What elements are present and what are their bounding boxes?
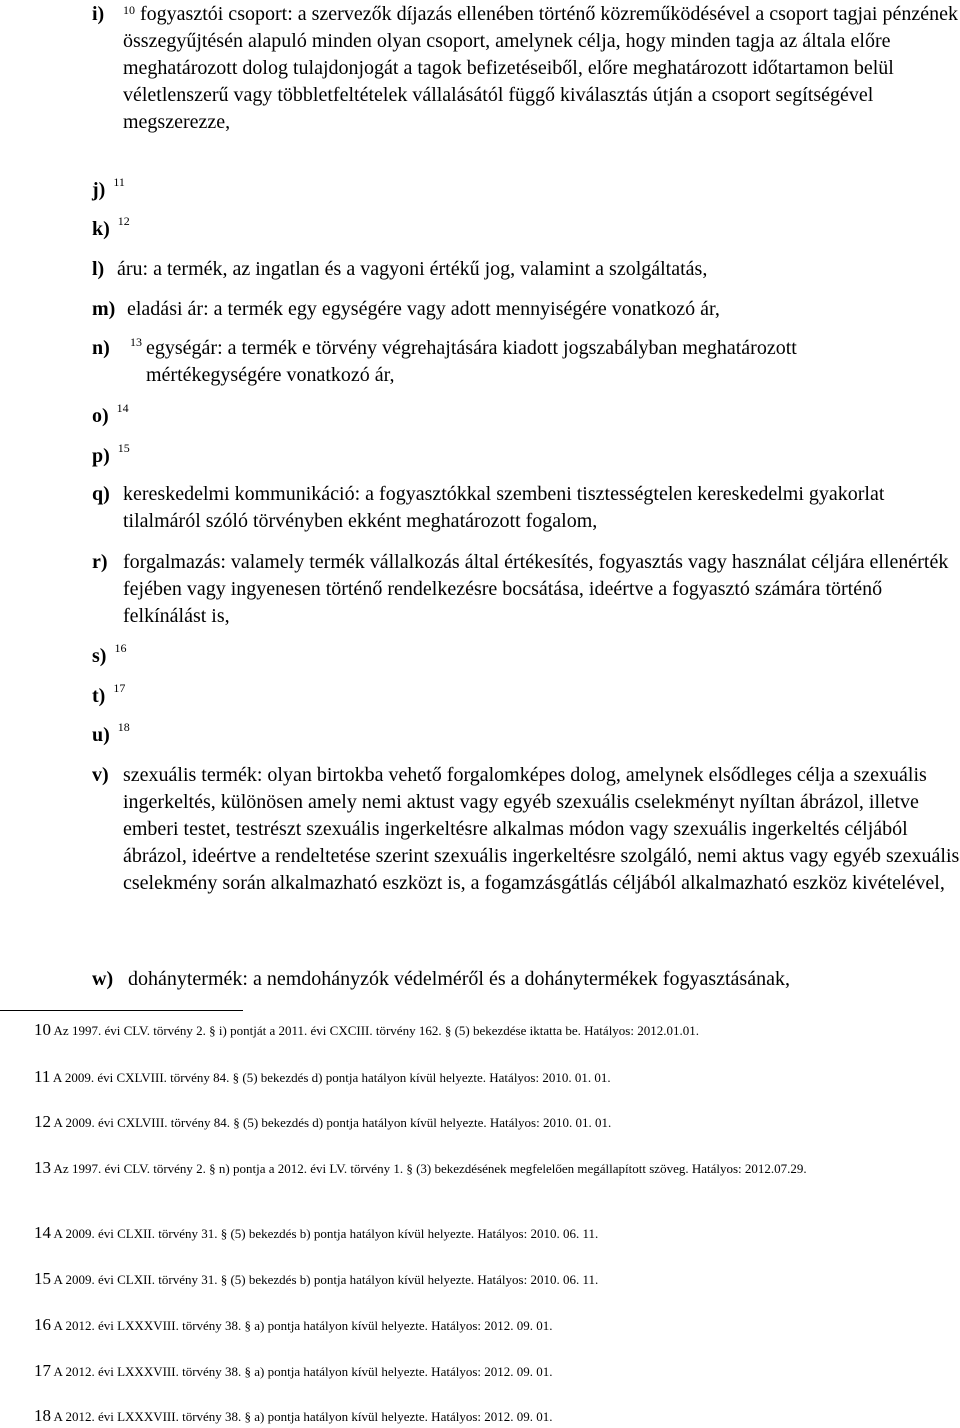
item-label: i) bbox=[92, 3, 105, 25]
footnote-text: A 2009. évi CLXII. törvény 31. § (5) bekezdés b) pontja hatályon kívül helyezte. Hatályos: 2010. 06. 11. bbox=[53, 1272, 599, 1287]
footnote-number: 15 bbox=[34, 1269, 51, 1288]
footnote-ref: 16 bbox=[114, 641, 127, 655]
item-n bbox=[92, 335, 960, 389]
item-body: eladási ár: a termék egy egységére vagy adott mennyiségére vonatkozó ár, bbox=[127, 298, 720, 320]
footnote-ref: 11 bbox=[113, 175, 125, 189]
footnote-number: 18 bbox=[34, 1406, 51, 1425]
footnote-number: 16 bbox=[34, 1315, 51, 1334]
item-label: o) bbox=[92, 405, 109, 427]
item-body: fogyasztói csoport: a szervezők díjazás ellenében történő közreműködésével a csoport tagjai pénzének összegyűjtésén alapuló minden olyan csoport, amelynek célja, hogy minden tagja az általa előre meghatározott dolog tulajdonjogát a tagok befizetéseiből, előre meghatározott időtartamon belül véletlenszerű vagy többletfeltételek vállalásától függő kiválasztás útján a csoport segítségével megszerezze, bbox=[123, 3, 958, 133]
item-label: w) bbox=[92, 968, 114, 990]
item-m bbox=[92, 296, 960, 323]
item-label: v) bbox=[92, 764, 109, 786]
item-label: u) bbox=[92, 724, 110, 746]
item-k bbox=[92, 216, 960, 245]
item-l bbox=[92, 256, 960, 283]
footnote-number: 13 bbox=[34, 1158, 51, 1177]
item-label: q) bbox=[92, 483, 110, 505]
footnote-ref: 14 bbox=[116, 401, 129, 415]
footnote-number: 12 bbox=[34, 1112, 51, 1131]
footnote-10 bbox=[34, 1019, 934, 1042]
item-t bbox=[92, 683, 960, 712]
footnote-15 bbox=[34, 1268, 934, 1291]
footnote-text: A 2009. évi CXLVIII. törvény 84. § (5) bekezdés d) pontja hatályon kívül helyezte. Hatályos: 2010. 01. 01. bbox=[52, 1070, 611, 1085]
item-label: t) bbox=[92, 685, 106, 707]
footnote-13 bbox=[34, 1157, 914, 1180]
footnote-ref: 17 bbox=[113, 681, 126, 695]
item-q bbox=[92, 481, 960, 535]
item-i bbox=[92, 1, 960, 136]
item-body: szexuális termék: olyan birtokba vehető forgalomképes dolog, amelynek elsődleges célja a szexuális ingerkeltés, különösen amely nemi aktust vagy egyéb szexuális cselekményt nyíltan ábrázol, illetve emberi testet, testrészt szexuális ingerkeltésre alkalmas módon vagy szexuális ingerkeltés céljából ábrázol, ideértve a rendeltetése szerint szexuális ingerkeltésre szolgáló, nemi aktus vagy egyéb szexuális cselekmény során alkalmazható eszközt is, a fogamzásgátlás céljából alkalmazható eszköz kivételével, bbox=[123, 764, 960, 894]
footnote-text: A 2009. évi CLXII. törvény 31. § (5) bekezdés b) pontja hatályon kívül helyezte. Hatályos: 2010. 06. 11. bbox=[53, 1226, 599, 1241]
item-body: kereskedelmi kommunikáció: a fogyasztókkal szembeni tisztességtelen kereskedelmi gyakorlat tilalmáról szóló törvényben ekként meghatározott fogalom, bbox=[123, 483, 885, 532]
footnote-number: 10 bbox=[34, 1020, 51, 1039]
footnote-ref: 18 bbox=[117, 720, 130, 734]
footnote-number: 17 bbox=[34, 1361, 51, 1380]
item-o bbox=[92, 403, 960, 432]
item-label: l) bbox=[92, 258, 105, 280]
footnote-text: A 2009. évi CXLVIII. törvény 84. § (5) bekezdés d) pontja hatályon kívül helyezte. Hatályos: 2010. 01. 01. bbox=[53, 1115, 612, 1130]
item-label: j) bbox=[92, 179, 106, 201]
item-s bbox=[92, 643, 960, 672]
item-v bbox=[92, 762, 960, 897]
footnote-number: 11 bbox=[34, 1067, 51, 1086]
footnote-18 bbox=[34, 1405, 934, 1428]
item-p bbox=[92, 443, 960, 472]
footnote-ref: 13 bbox=[130, 335, 142, 349]
footnote-17 bbox=[34, 1360, 934, 1383]
item-body: áru: a termék, az ingatlan és a vagyoni értékű jog, valamint a szolgáltatás, bbox=[117, 258, 708, 280]
footnote-11 bbox=[34, 1066, 934, 1089]
footnote-ref: 10 bbox=[123, 3, 135, 17]
item-body: forgalmazás: valamely termék vállalkozás által értékesítés, fogyasztás vagy használat céljára ellenérték fejében vagy ingyenesen történő rendelkezésre bocsátása, ideértve a fogyasztó számára történő felkínálást is, bbox=[123, 551, 949, 627]
item-r bbox=[92, 549, 960, 630]
footnote-16 bbox=[34, 1314, 934, 1337]
item-u bbox=[92, 722, 960, 751]
footnote-text: Az 1997. évi CLV. törvény 2. § i) pontját a 2011. évi CXCIII. törvény 162. § (5) bekezdése iktatta be. Hatályos: 2012.01.01. bbox=[53, 1023, 699, 1038]
footnote-14 bbox=[34, 1222, 934, 1245]
footnote-text: A 2012. évi LXXXVIII. törvény 38. § a) pontja hatályon kívül helyezte. Hatályos: 2012. 09. 01. bbox=[53, 1364, 553, 1379]
item-label: m) bbox=[92, 298, 116, 320]
item-label: p) bbox=[92, 445, 110, 467]
footnote-separator bbox=[0, 1010, 243, 1011]
item-label: k) bbox=[92, 218, 110, 240]
footnote-text: A 2012. évi LXXXVIII. törvény 38. § a) pontja hatályon kívül helyezte. Hatályos: 2012. 09. 01. bbox=[53, 1409, 553, 1424]
item-label: s) bbox=[92, 645, 107, 667]
item-label: r) bbox=[92, 551, 108, 573]
footnote-ref: 15 bbox=[117, 441, 130, 455]
footnote-ref: 12 bbox=[117, 214, 130, 228]
footnote-text: A 2012. évi LXXXVIII. törvény 38. § a) pontja hatályon kívül helyezte. Hatályos: 2012. 09. 01. bbox=[53, 1318, 553, 1333]
item-text bbox=[123, 1, 960, 136]
item-j bbox=[92, 177, 960, 206]
item-body: egységár: a termék e törvény végrehajtására kiadott jogszabályban meghatározott mértékegységére vonatkozó ár, bbox=[146, 337, 797, 386]
item-body: dohánytermék: a nemdohányzók védelméről és a dohánytermékek fogyasztásának, bbox=[128, 968, 790, 990]
footnote-number: 14 bbox=[34, 1223, 51, 1242]
item-w bbox=[92, 966, 960, 993]
footnote-12 bbox=[34, 1111, 934, 1134]
footnote-text: Az 1997. évi CLV. törvény 2. § n) pontja a 2012. évi LV. törvény 1. § (3) bekezdésének megfelelően megállapított szöveg. Hatályos: 2012.07.29. bbox=[53, 1161, 807, 1176]
item-label: n) bbox=[92, 337, 110, 359]
